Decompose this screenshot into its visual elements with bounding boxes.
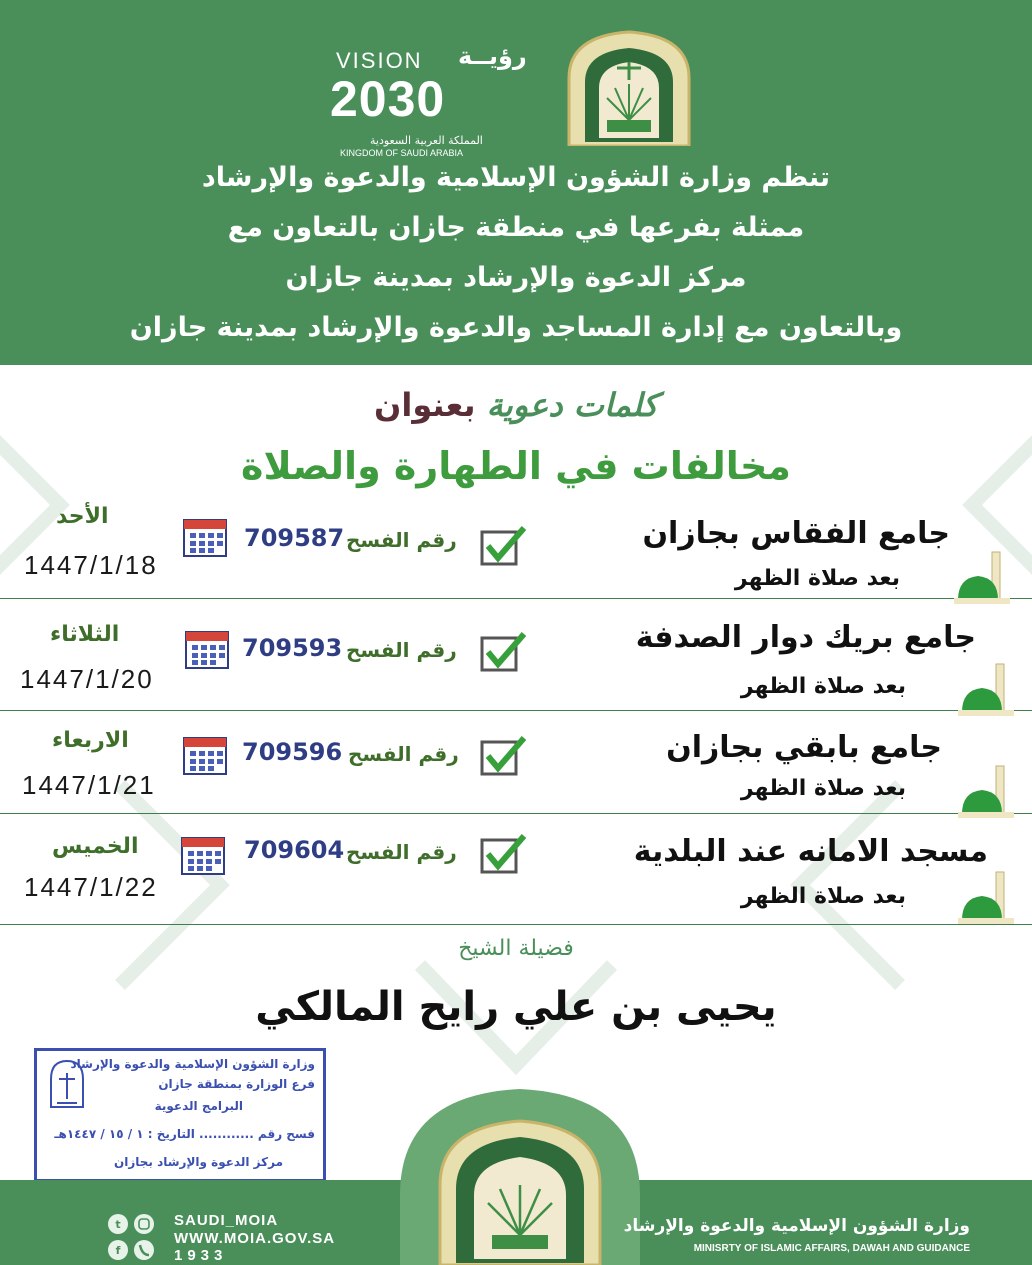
hijri-date: 1447/1/21 (22, 770, 156, 800)
mosque-dome-icon (952, 548, 1012, 604)
row-separator (0, 710, 1032, 711)
stamp-line-3: البرامج الدعوية (154, 1099, 243, 1113)
stamp-line-4: فسح رقم ............ التاريخ : ١ / ١٥ / ١٤٤٧هـ (54, 1127, 315, 1141)
social-handle[interactable]: SAUDI_MOIA (174, 1212, 279, 1229)
svg-text:t: t (115, 1218, 121, 1231)
header-line-3: مركز الدعوة والإرشاد بمدينة جازان (285, 262, 747, 293)
mosque-name: مسجد الامانه عند البلدية (633, 834, 988, 869)
instagram-icon (134, 1214, 154, 1234)
vision-ar: رؤيــة (458, 42, 527, 70)
calendar-icon (180, 834, 226, 876)
stamp-line-2: فرع الوزارة بمنطقة جازان (158, 1077, 315, 1091)
stamp-line-5: مركز الدعوة والإرشاد بجازان (113, 1155, 283, 1169)
day-name: الأحد (56, 504, 109, 529)
check-icon (480, 526, 526, 566)
header-line-1: تنظم وزارة الشؤون الإسلامية والدعوة والإرشاد (201, 162, 831, 193)
check-icon (480, 736, 526, 776)
mosque-dome-icon (956, 762, 1016, 818)
phone-number[interactable]: 1933 (174, 1247, 228, 1264)
prayer-time: بعد صلاة الظهر (734, 566, 900, 591)
day-name: الاربعاء (52, 728, 129, 753)
permit-number: 709596 (242, 738, 343, 766)
calendar-icon (182, 516, 228, 558)
row-separator (0, 813, 1032, 814)
permit-label: رقم الفسح (346, 638, 457, 662)
approval-stamp (34, 1048, 326, 1182)
social-icons (104, 1212, 164, 1262)
permit-number: 709587 (244, 524, 345, 552)
prayer-time: بعد صلاة الظهر (740, 776, 906, 801)
program-title (0, 386, 1032, 424)
row-separator (0, 924, 1032, 925)
permit-label: رقم الفسح (348, 742, 459, 766)
mosque-dome-icon (956, 660, 1016, 716)
vision-kingdom-ar: المملكة العربية السعودية (370, 134, 483, 147)
permit-label: رقم الفسح (346, 840, 457, 864)
hijri-date: 1447/1/18 (24, 550, 158, 580)
header-line-2: ممثلة بفرعها في منطقة جازان بالتعاون مع (227, 212, 805, 243)
footer-emblem (400, 1085, 640, 1265)
header-line-4: وبالتعاون مع إدارة المساجد والدعوة والإرشاد بمدينة جازان (129, 312, 903, 343)
day-name: الخميس (52, 834, 139, 859)
website-link[interactable]: WWW.MOIA.GOV.SA (174, 1230, 336, 1247)
program-topic: مخالفات في الطهارة والصلاة (241, 444, 791, 488)
permit-number: 709604 (244, 836, 345, 864)
mosque-dome-icon (956, 868, 1016, 924)
calendar-icon (184, 628, 230, 670)
hijri-date: 1447/1/22 (24, 872, 158, 902)
program-prefix: كلمات دعوية (486, 386, 658, 424)
calendar-icon (182, 734, 228, 776)
ministry-name-en: MINISRTY OF ISLAMIC AFFAIRS, DAWAH AND GUIDANCE (693, 1243, 970, 1254)
mosque-name: جامع بابقي بجازان (666, 730, 942, 765)
mosque-name: جامع الفقاس بجازان (642, 516, 950, 551)
sheikh-name: يحيى بن علي رايح المالكي (255, 984, 777, 1030)
vision-en: VISION (336, 48, 423, 73)
permit-number: 709593 (242, 634, 343, 662)
vision-2030-logo (330, 42, 550, 158)
day-name: الثلاثاء (50, 622, 120, 647)
mosque-name: جامع بريك دوار الصدفة (635, 620, 976, 655)
row-separator (0, 598, 1032, 599)
stamp-line-1: وزارة الشؤون الإسلامية والدعوة والإرشاد (70, 1057, 315, 1071)
svg-text:f: f (115, 1244, 121, 1257)
check-icon (480, 632, 526, 672)
phone-icon (134, 1240, 154, 1260)
prayer-time: بعد صلاة الظهر (740, 674, 906, 699)
ministry-name-ar: وزارة الشؤون الإسلامية والدعوة والإرشاد (623, 1216, 970, 1236)
ministry-emblem (555, 28, 703, 146)
vision-year: 2030 (330, 71, 446, 127)
vision-kingdom-en: KINGDOM OF SAUDI ARABIA (340, 148, 464, 158)
hijri-date: 1447/1/20 (20, 664, 154, 694)
sheikh-title: فضيلة الشيخ (458, 936, 574, 961)
prayer-time: بعد صلاة الظهر (740, 884, 906, 909)
check-icon (480, 834, 526, 874)
permit-label: رقم الفسح (346, 528, 457, 552)
program-suffix: بعنوان (374, 386, 476, 424)
